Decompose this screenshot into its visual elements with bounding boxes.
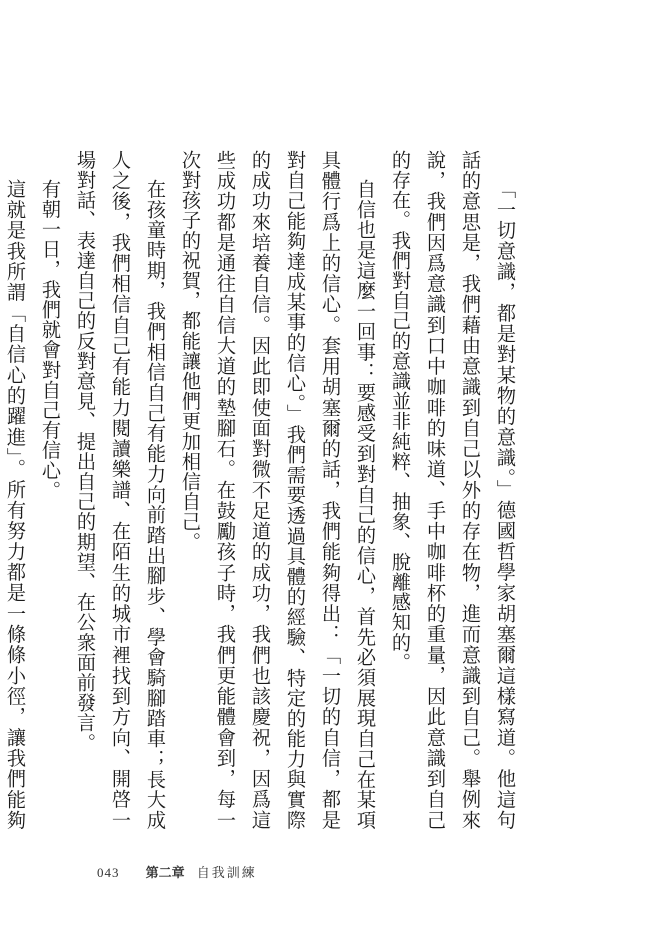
page-number: 043 bbox=[97, 865, 120, 880]
chapter-title: 自我訓練 bbox=[196, 866, 257, 881]
paragraph-1: 「一切意識，都是對某物的意識。」德國哲學家胡塞爾這樣寫道。他這句話的意思是，我們藉由意識到自己以外的存在物，進而意識到自己。舉例來說，我們因爲意識到口中咖啡的味道、手中咖啡杯的重量，因此意識到自己的存在。我們對自己的意識並非純粹、抽象、脫離感知的。 bbox=[389, 150, 517, 830]
paragraph-5: 這就是我所謂「自信心的躍進」。所有努力都是一條條小徑，讓我們能夠 bbox=[4, 178, 27, 830]
paragraph-3: 在孩童時期，我們相信自己有能力向前踏出腳步、學會騎腳踏車；長大成人之後，我們相信自己有能力閱讀樂譜、在陌生的城市裡找到方向、開啓一場對話、表達自己的反對意見、提出自己的期望、在公衆面前發言。 bbox=[74, 150, 167, 830]
page-footer bbox=[97, 862, 257, 881]
body-text bbox=[4, 150, 523, 830]
paragraph-2: 自信也是這麼一回事：要感受到對自己的信心，首先必須展現自己在某項具體行爲上的信心。套用胡塞爾的話，我們能夠得出：「一切的自信，都是對自己能夠達成某事的信心。」我們需要透過具體的經驗、特定的能力與實際的成功來培養自信。因此即使面對微不足道的成功，我們也該慶祝，因爲這些成功都是通往自信大道的墊腳石。在鼓勵孩子時，我們更能體會到，每一次對孩子的祝賀，都能讓他們更加相信自己。 bbox=[179, 150, 377, 830]
paragraph-4: 有朝一日，我們就會對自己有信心。 bbox=[39, 178, 62, 501]
chapter-label: 第二章 bbox=[145, 866, 185, 881]
